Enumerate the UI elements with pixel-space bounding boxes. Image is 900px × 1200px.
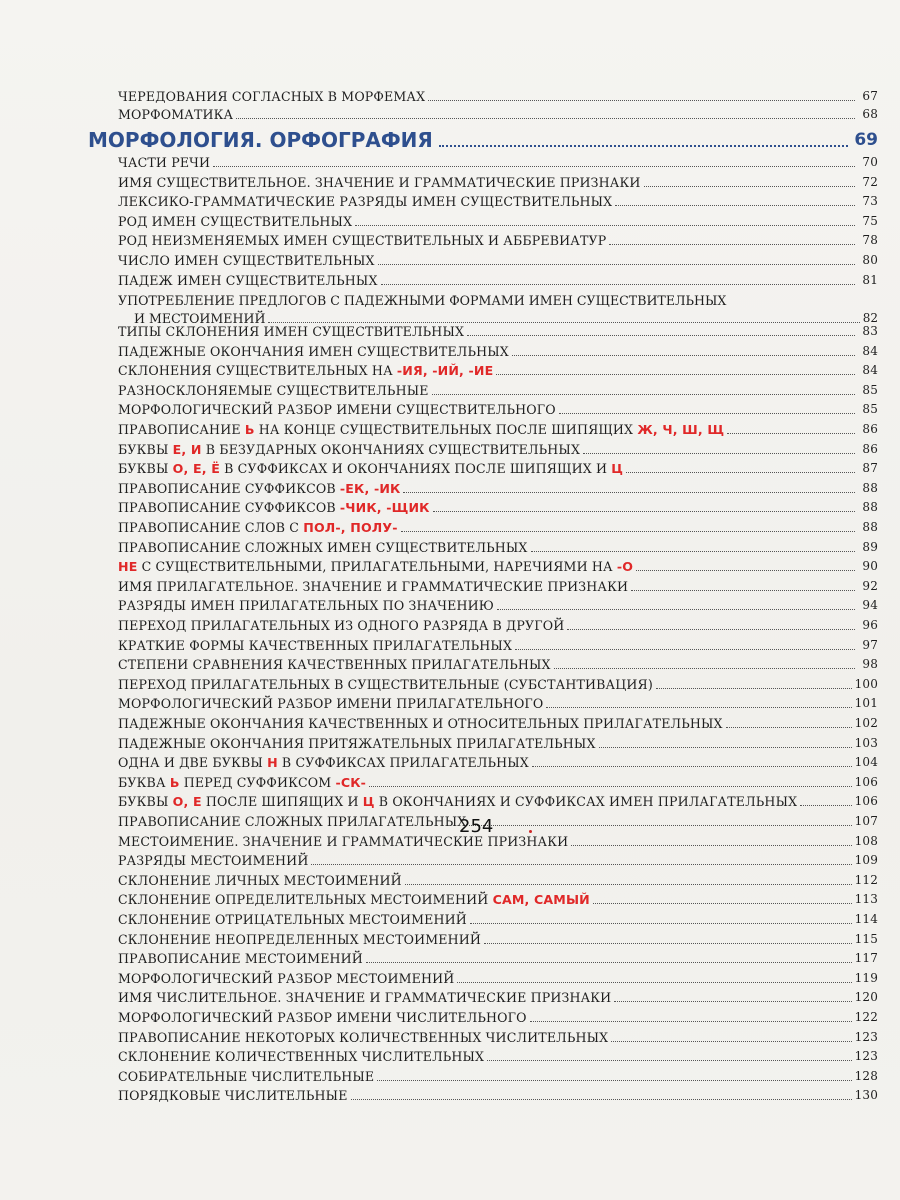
toc-entry[interactable] [118, 107, 878, 122]
toc-entry-text: И МЕСТОИМЕНИЙ [134, 311, 266, 327]
leader-dots [469, 825, 851, 826]
toc-entry-page: 85 [862, 402, 878, 417]
entry-text-part: МОРФОЛОГИЧЕСКИЙ РАЗБОР МЕСТОИМЕНИЙ [118, 970, 455, 986]
toc-entry-text [118, 89, 425, 104]
leader-dots [626, 472, 855, 473]
entry-text-part: ЛЕКСИКО-ГРАММАТИЧЕСКИЕ РАЗРЯДЫ ИМЕН СУЩЕСТВИТЕЛЬНЫХ [118, 194, 613, 210]
toc-entry-text [118, 951, 363, 966]
highlighted-morpheme: Е, И [172, 441, 202, 457]
toc-entry-page: 100 [854, 676, 878, 691]
toc-entry-page: 84 [862, 343, 878, 358]
entry-text-part: СКЛОНЕНИЕ ОТРИЦАТЕЛЬНЫХ МЕСТОИМЕНИЙ [118, 912, 467, 927]
toc-entry-page: 130 [854, 1088, 878, 1103]
highlighted-morpheme: Н [267, 755, 278, 771]
toc-entry-text [118, 194, 612, 209]
toc-entry[interactable] [118, 598, 878, 613]
toc-entry-text [118, 107, 233, 122]
entry-text-part: ЧАСТИ РЕЧИ [118, 155, 211, 170]
leader-dots [496, 374, 855, 375]
toc-entry-text [118, 233, 606, 248]
entry-text-part: ПРАВОПИСАНИЕ СЛОВ С [118, 520, 304, 535]
toc-entry-text [118, 716, 723, 731]
toc-entry-text [118, 273, 378, 288]
entry-text-part: МОРФОЛОГИЧЕСКИЙ РАЗБОР ИМЕНИ СУЩЕСТВИТЕЛЬНОГО [118, 402, 556, 418]
toc-entry-page: 122 [854, 1010, 878, 1024]
entry-text-part: ПАДЕЖНЫЕ ОКОНЧАНИЯ ПРИТЯЖАТЕЛЬНЫХ ПРИЛАГАТЕЛЬНЫХ [118, 735, 596, 751]
toc-entry-text [118, 422, 724, 437]
entry-text-part: СКЛОНЕНИЕ НЕОПРЕДЕЛЕННЫХ МЕСТОИМЕНИЙ [118, 931, 482, 947]
entry-text-part: ОДНА И ДВЕ БУКВЫ [118, 755, 268, 771]
toc-entry-text [118, 1030, 608, 1045]
leader-dots [428, 100, 855, 101]
toc-entry-page: 73 [862, 194, 878, 209]
leader-dots [433, 511, 855, 512]
entry-text-part: БУКВЫ [118, 441, 173, 457]
toc-entry-page: 88 [862, 480, 878, 495]
toc-entry[interactable] [118, 755, 878, 770]
leader-dots [403, 492, 855, 493]
toc-entry[interactable] [118, 500, 878, 515]
toc-entry-text [118, 814, 466, 829]
leader-dots [484, 943, 852, 944]
entry-text-part: ИМЯ СУЩЕСТВИТЕЛЬНОЕ. ЗНАЧЕНИЕ И ГРАММАТИЧЕСКИЕ ПРИЗНАКИ [118, 174, 641, 190]
toc-entry[interactable] [118, 794, 878, 809]
entry-text-part: ПРАВОПИСАНИЕ СЛОЖНЫХ ПРИЛАГАТЕЛЬНЫХ [118, 814, 467, 829]
toc-entry[interactable] [118, 540, 878, 555]
toc-entry-text [118, 1069, 374, 1084]
toc-entry-text [118, 324, 464, 339]
toc-entry-page: 85 [862, 382, 878, 397]
toc-entry-text [118, 834, 568, 849]
toc-entry-page: 87 [862, 461, 878, 476]
entry-text-part: ПРАВОПИСАНИЕ НЕКОТОРЫХ КОЛИЧЕСТВЕННЫХ ЧИСЛИТЕЛЬНЫХ [118, 1029, 609, 1045]
leader-dots [467, 335, 855, 336]
toc-entry-page: 78 [862, 233, 878, 248]
leader-dots [401, 531, 855, 532]
entry-text-part: ПЕРЕХОД ПРИЛАГАТЕЛЬНЫХ ИЗ ОДНОГО РАЗРЯДА В ДРУГОЙ [118, 618, 565, 633]
leader-dots [432, 394, 855, 395]
entry-text-part: МЕСТОИМЕНИЕ. ЗНАЧЕНИЕ И ГРАММАТИЧЕСКИЕ ПРИЗНАКИ [118, 833, 569, 849]
toc-entry-text [118, 253, 375, 268]
leader-dots [512, 355, 855, 356]
entry-text-part: СКЛОНЕНИЕ ОПРЕДЕЛИТЕЛЬНЫХ МЕСТОИМЕНИЙ [118, 892, 493, 908]
section-heading[interactable] [88, 128, 878, 152]
leader-dots [644, 186, 856, 187]
leader-dots [530, 1021, 852, 1022]
highlighted-morpheme: Ь [169, 774, 180, 790]
toc-entry-text [118, 559, 633, 574]
toc-entry[interactable] [118, 892, 878, 907]
entry-text-part: БУКВЫ [118, 794, 173, 810]
toc-entry-page: 89 [862, 539, 878, 554]
entry-text-part: ПЕРЕД СУФФИКСОМ [179, 774, 336, 790]
toc-entry-text [118, 500, 430, 515]
toc-entry-page: 67 [862, 89, 878, 103]
toc-entry[interactable] [118, 175, 878, 190]
toc-entry[interactable] [118, 402, 878, 417]
leader-dots [567, 629, 855, 630]
toc-entry[interactable] [118, 1010, 878, 1025]
entry-text-part: ЧЕРЕДОВАНИЯ СОГЛАСНЫХ В МОРФЕМАХ [118, 89, 426, 104]
toc-entry-page: 83 [862, 324, 878, 338]
toc-entry-text [118, 990, 611, 1005]
toc-entry-page: 115 [854, 931, 878, 946]
toc-entry-text [118, 481, 400, 496]
highlighted-morpheme: О, Е [172, 794, 202, 810]
entry-text-part: ПАДЕЖ ИМЕН СУЩЕСТВИТЕЛЬНЫХ [118, 272, 378, 288]
toc-entry[interactable] [118, 657, 878, 672]
leader-dots [311, 864, 851, 865]
toc-entry[interactable] [118, 853, 878, 868]
leader-dots [366, 962, 852, 963]
leader-dots [583, 453, 855, 454]
highlighted-morpheme: Ж, Ч, Ш, Щ [637, 422, 725, 437]
toc-entry-wrapped-line1[interactable]: УПОТРЕБЛЕНИЕ ПРЕДЛОГОВ С ПАДЕЖНЫМИ ФОРМАМИ ИМЕН СУЩЕСТВИТЕЛЬНЫХ [118, 293, 727, 309]
toc-entry[interactable] [118, 344, 878, 359]
toc-entry-page: 123 [854, 1029, 878, 1044]
toc-entry-text [118, 461, 623, 476]
toc-entry-text [118, 736, 596, 751]
toc-entry-page: 68 [862, 107, 878, 121]
toc-entry-page: 103 [854, 735, 878, 750]
toc-entry-page: 72 [862, 174, 878, 189]
entry-text-part: ПРАВОПИСАНИЕ СУФФИКСОВ [118, 480, 340, 496]
highlighted-morpheme: Ц [362, 794, 375, 810]
toc-entry[interactable] [118, 873, 878, 888]
entry-text-part: МОРФОЛОГИЧЕСКИЙ РАЗБОР ИМЕНИ ПРИЛАГАТЕЛЬНОГО [118, 696, 544, 712]
toc-entry-text [118, 155, 210, 170]
entry-text-part: ПОРЯДКОВЫЕ ЧИСЛИТЕЛЬНЫЕ [118, 1088, 348, 1104]
leader-dots [726, 727, 852, 728]
toc-entry[interactable] [118, 775, 878, 790]
entry-text-part: СОБИРАТЕЛЬНЫЕ ЧИСЛИТЕЛЬНЫЕ [118, 1068, 375, 1084]
entry-text-part: ПРАВОПИСАНИЕ МЕСТОИМЕНИЙ [118, 951, 363, 967]
leader-dots [636, 570, 855, 571]
toc-entry-page: 92 [862, 578, 878, 593]
leader-dots [236, 118, 855, 119]
toc-entry[interactable] [118, 814, 878, 829]
toc-entry-text [118, 402, 556, 417]
entry-text-part: В БЕЗУДАРНЫХ ОКОНЧАНИЯХ СУЩЕСТВИТЕЛЬНЫХ [201, 441, 581, 457]
highlighted-morpheme: НЕ [118, 559, 138, 575]
entry-text-part: РАЗРЯДЫ ИМЕН ПРИЛАГАТЕЛЬНЫХ ПО ЗНАЧЕНИЮ [118, 598, 494, 614]
leader-dots [593, 903, 852, 904]
entry-text-part: В СУФФИКСАХ ПРИЛАГАТЕЛЬНЫХ [277, 755, 529, 771]
highlighted-morpheme: -О [616, 559, 634, 575]
toc-entry-text [118, 383, 429, 398]
toc-entry[interactable] [118, 520, 878, 535]
toc-entry-page: 81 [862, 272, 878, 287]
section-page: 69 [854, 130, 878, 150]
toc-entry[interactable] [118, 677, 878, 692]
toc-entry-page: 88 [862, 500, 878, 515]
toc-entry[interactable] [118, 1069, 878, 1084]
toc-entry[interactable] [118, 932, 878, 947]
entry-text-part: СКЛОНЕНИЯ СУЩЕСТВИТЕЛЬНЫХ НА [118, 363, 397, 379]
toc-entry-page: 96 [862, 618, 878, 632]
toc-entry[interactable] [118, 1030, 878, 1045]
leader-dots [571, 845, 851, 846]
toc-entry-page: 108 [854, 833, 878, 848]
toc-entry-text [118, 618, 564, 633]
leader-dots [631, 590, 855, 591]
toc-entry-text [118, 638, 512, 653]
leader-dots [487, 1060, 851, 1061]
toc-entry-text [118, 1010, 527, 1025]
toc-entry-page: 70 [862, 155, 878, 169]
toc-entry-text [118, 932, 481, 947]
toc-entry-page: 106 [854, 774, 878, 789]
leader-dots [546, 707, 851, 708]
toc-entry[interactable] [118, 253, 878, 268]
entry-text-part: СКЛОНЕНИЕ ЛИЧНЫХ МЕСТОИМЕНИЙ [118, 872, 402, 888]
toc-entry-text [118, 1088, 348, 1103]
toc-entry-page: 123 [854, 1049, 878, 1064]
toc-entry-page: 107 [854, 814, 878, 828]
toc-entry-page: 128 [854, 1068, 878, 1083]
toc-entry-text [118, 755, 529, 770]
entry-text-part: СКЛОНЕНИЕ КОЛИЧЕСТВЕННЫХ ЧИСЛИТЕЛЬНЫХ [118, 1049, 485, 1065]
leader-dots [457, 982, 851, 983]
leader-dots [656, 688, 852, 689]
toc-entry-text [118, 657, 551, 672]
toc-entry-text [118, 520, 398, 535]
leader-dots [531, 551, 855, 552]
highlighted-morpheme: -ЕК, -ИК [339, 480, 401, 496]
leader-dots [381, 284, 855, 285]
toc-entry-page: 117 [854, 951, 878, 966]
toc-entry-page: 106 [854, 794, 878, 809]
toc-entry[interactable] [118, 618, 878, 633]
entry-text-part: БУКВА [118, 774, 170, 790]
leader-dots [559, 413, 855, 414]
entry-text-part: РОД ИМЕН СУЩЕСТВИТЕЛЬНЫХ [118, 213, 353, 229]
entry-text-part: ИМЯ ПРИЛАГАТЕЛЬНОЕ. ЗНАЧЕНИЕ И ГРАММАТИЧЕСКИЕ ПРИЗНАКИ [118, 578, 629, 594]
leader-dots [614, 1001, 851, 1002]
toc-entry-text [118, 344, 509, 359]
entry-text-part: ПАДЕЖНЫЕ ОКОНЧАНИЯ КАЧЕСТВЕННЫХ И ОТНОСИТЕЛЬНЫХ ПРИЛАГАТЕЛЬНЫХ [118, 716, 723, 731]
toc-entry[interactable] [118, 214, 878, 229]
entry-text-part: ПОСЛЕ ШИПЯЩИХ И [201, 794, 363, 810]
leader-dots [615, 205, 855, 206]
toc-entry-page: 80 [862, 253, 878, 267]
toc-entry[interactable] [118, 951, 878, 966]
toc-entry[interactable] [118, 324, 878, 339]
toc-entry[interactable] [118, 638, 878, 653]
toc-entry-text [118, 442, 580, 457]
toc-entry-page: 84 [862, 363, 878, 378]
entry-text-part: СТЕПЕНИ СРАВНЕНИЯ КАЧЕСТВЕННЫХ ПРИЛАГАТЕЛЬНЫХ [118, 657, 551, 673]
toc-entry[interactable] [118, 233, 878, 248]
leader-dots [532, 766, 852, 767]
toc-entry[interactable] [118, 696, 878, 711]
leader-dots [470, 923, 852, 924]
entry-text-part: ТИПЫ СКЛОНЕНИЯ ИМЕН СУЩЕСТВИТЕЛЬНЫХ [118, 324, 465, 339]
toc-entry-text [118, 873, 402, 888]
entry-text-part: БУКВЫ [118, 461, 173, 477]
toc-entry-text [118, 853, 308, 868]
leader-dots [611, 1041, 851, 1042]
leader-dots [405, 884, 852, 885]
toc-entry-page: 101 [854, 696, 878, 711]
leader-dots [800, 805, 851, 806]
toc-entry[interactable] [118, 194, 878, 209]
entry-text-part: КРАТКИЕ ФОРМЫ КАЧЕСТВЕННЫХ ПРИЛАГАТЕЛЬНЫХ [118, 637, 513, 653]
toc-entry-text [118, 363, 493, 378]
toc-entry-text [118, 677, 653, 692]
toc-entry[interactable] [118, 834, 878, 849]
toc-entry-page: 86 [862, 422, 878, 436]
highlighted-morpheme: О, Е, Ё [172, 461, 220, 477]
entry-text-part: С СУЩЕСТВИТЕЛЬНЫМИ, ПРИЛАГАТЕЛЬНЫМИ, НАРЕЧИЯМИ НА [137, 559, 617, 575]
toc-entry-page: 109 [854, 853, 878, 868]
toc-entry[interactable] [118, 716, 878, 731]
toc-entry-page: 98 [862, 657, 878, 672]
entry-text-part: ПРАВОПИСАНИЕ СЛОЖНЫХ ИМЕН СУЩЕСТВИТЕЛЬНЫХ [118, 539, 528, 555]
entry-text-part: МОРФОЛОГИЧЕСКИЙ РАЗБОР ИМЕНИ ЧИСЛИТЕЛЬНОГО [118, 1010, 527, 1025]
entry-text-part: ПРАВОПИСАНИЕ СУФФИКСОВ [118, 500, 340, 516]
toc-entry[interactable] [118, 912, 878, 927]
toc-entry-text [118, 775, 366, 790]
highlighted-morpheme: Ь [244, 422, 255, 437]
toc-entry-page: 90 [862, 559, 878, 574]
toc-entry[interactable] [118, 363, 878, 378]
toc-entry[interactable] [118, 1049, 878, 1064]
highlighted-morpheme: -ЧИК, -ЩИК [339, 500, 430, 516]
toc-entry[interactable] [118, 559, 878, 574]
toc-entry-text [118, 540, 528, 555]
toc-entry-text [118, 912, 467, 927]
leader-dots [351, 1099, 852, 1100]
section-title: МОРФОЛОГИЯ. ОРФОГРАФИЯ [88, 128, 433, 152]
toc-entry-page: 97 [862, 637, 878, 652]
leader-dots [554, 668, 855, 669]
leader-dots [369, 786, 852, 787]
page-number: 254 [459, 816, 494, 837]
entry-text-part: В ОКОНЧАНИЯХ И СУФФИКСАХ ИМЕН ПРИЛАГАТЕЛЬНЫХ [374, 794, 798, 810]
entry-text-part: ПРАВОПИСАНИЕ [118, 422, 245, 437]
toc-entry-text [118, 579, 628, 594]
toc-entry-text [118, 1049, 484, 1064]
entry-text-part: МОРФОМАТИКА [118, 107, 234, 122]
toc-entry-page: 94 [862, 598, 878, 613]
toc-entry-page: 86 [862, 441, 878, 456]
toc-entry-text [118, 794, 797, 809]
toc-entry[interactable] [118, 736, 878, 751]
leader-dots [727, 433, 855, 434]
leader-dots [515, 649, 855, 650]
leader-dots [609, 244, 855, 245]
toc-entry[interactable] [118, 89, 878, 104]
toc-entry[interactable] [118, 461, 878, 476]
toc-entry-text [118, 175, 641, 190]
entry-text-part: НА КОНЦЕ СУЩЕСТВИТЕЛЬНЫХ ПОСЛЕ ШИПЯЩИХ [254, 422, 638, 437]
toc-entry-page: 75 [862, 213, 878, 228]
toc-entry[interactable] [118, 481, 878, 496]
toc-entry[interactable] [118, 273, 878, 288]
leader-dots [377, 1080, 851, 1081]
entry-text-part: ИМЯ ЧИСЛИТЕЛЬНОЕ. ЗНАЧЕНИЕ И ГРАММАТИЧЕСКИЕ ПРИЗНАКИ [118, 990, 612, 1006]
leader-dots [439, 145, 849, 147]
leader-dots [378, 264, 855, 265]
toc-entry-page: 113 [854, 892, 878, 907]
entry-text-part: РАЗРЯДЫ МЕСТОИМЕНИЙ [118, 853, 309, 869]
toc-entry-page: 112 [854, 872, 878, 887]
highlighted-morpheme: Ц [611, 461, 624, 477]
toc-entry-page: 119 [854, 970, 878, 985]
highlighted-morpheme: ПОЛ-, ПОЛУ- [303, 520, 398, 535]
toc-entry-page: 104 [854, 755, 878, 770]
toc-entry-page: 114 [854, 912, 878, 926]
print-mark [529, 830, 532, 833]
toc-entry[interactable] [118, 422, 878, 437]
toc-entry-text [118, 214, 352, 229]
toc-entry[interactable] [118, 383, 878, 398]
highlighted-morpheme: -СК- [335, 774, 367, 790]
leader-dots [355, 225, 855, 226]
entry-text-part: ЧИСЛО ИМЕН СУЩЕСТВИТЕЛЬНЫХ [118, 253, 375, 268]
leader-dots [599, 747, 852, 748]
toc-entry-page: 82 [862, 311, 878, 326]
leader-dots [497, 609, 855, 610]
toc-entry-page: 102 [854, 716, 878, 730]
entry-text-part: В СУФФИКСАХ И ОКОНЧАНИЯХ ПОСЛЕ ШИПЯЩИХ И [219, 461, 612, 477]
entry-text-part: РАЗНОСКЛОНЯЕМЫЕ СУЩЕСТВИТЕЛЬНЫЕ [118, 382, 429, 398]
toc-entry-page: 88 [862, 520, 878, 534]
toc-entry[interactable] [118, 579, 878, 594]
toc-entry[interactable] [118, 155, 878, 170]
toc-entry-text [118, 971, 454, 986]
leader-dots [213, 166, 855, 167]
toc-entry-text [118, 696, 543, 711]
toc-entry[interactable] [118, 442, 878, 457]
toc-entry-text [118, 598, 494, 613]
entry-text-part: РОД НЕИЗМЕНЯЕМЫХ ИМЕН СУЩЕСТВИТЕЛЬНЫХ И АББРЕВИАТУР [118, 233, 607, 249]
toc-entry[interactable] [118, 971, 878, 986]
highlighted-morpheme: -ИЯ, -ИЙ, -ИЕ [396, 363, 494, 379]
toc-entry[interactable] [118, 1088, 878, 1103]
toc-entry-text [118, 892, 590, 907]
toc-entry-page: 120 [854, 990, 878, 1005]
toc-entry[interactable] [118, 990, 878, 1005]
highlighted-morpheme: САМ, САМЫЙ [492, 892, 590, 908]
entry-text-part: ПАДЕЖНЫЕ ОКОНЧАНИЯ ИМЕН СУЩЕСТВИТЕЛЬНЫХ [118, 343, 509, 359]
entry-text-part: ПЕРЕХОД ПРИЛАГАТЕЛЬНЫХ В СУЩЕСТВИТЕЛЬНЫЕ (СУБСТАНТИВАЦИЯ) [118, 676, 653, 692]
